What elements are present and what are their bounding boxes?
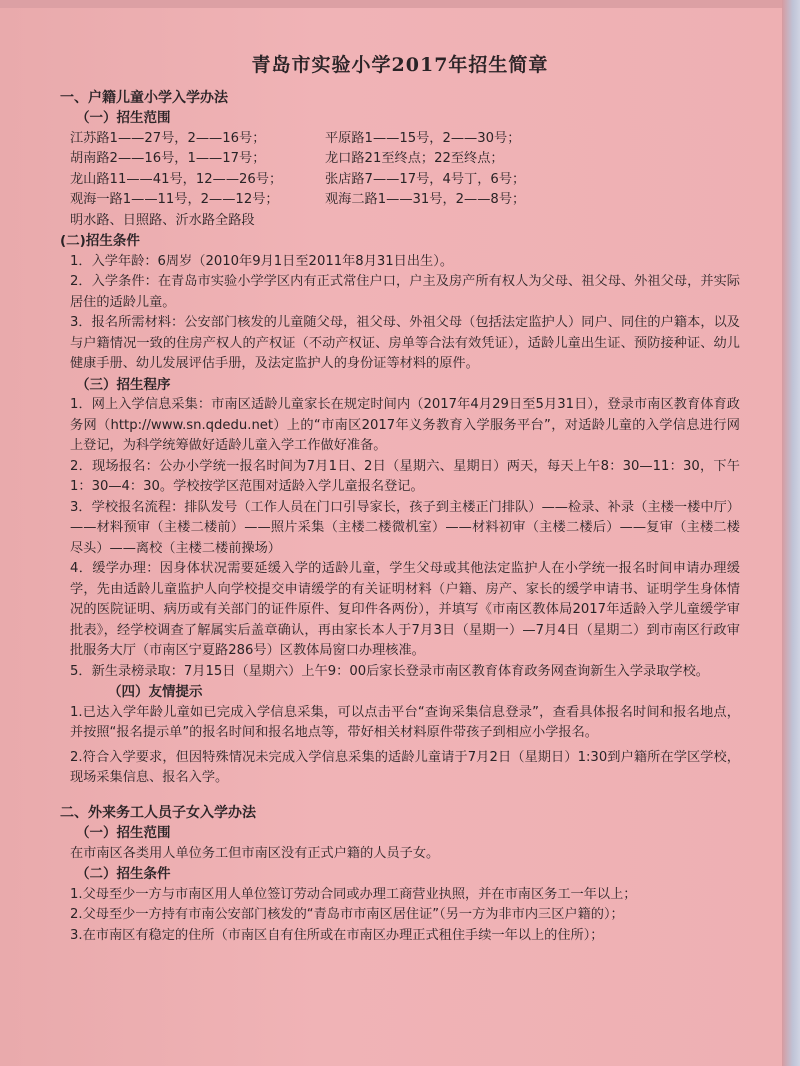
section1-sub3-heading: （三）招生程序 xyxy=(76,376,171,393)
procedure-item: 3．学校报名流程：排队发号（工作人员在门口引导家长，孩子到主楼正门排队）——检录、补录（主楼一楼中厅）——材料预审（主楼二楼前）——照片采集（主楼二楼微机室）——材料初审（主楼二楼后）——复审（主楼二楼尽头）——离校（主楼二楼前操场） xyxy=(70,499,740,556)
street-item: 江苏路1——27号，2——16号； xyxy=(70,130,266,146)
street-row xyxy=(70,149,740,170)
section1-sub1-heading: （一）招生范围 xyxy=(76,110,171,126)
street-item: 龙山路11——41号，12——26号； xyxy=(70,171,283,187)
requirement-item: 2.父母至少一方持有市南公安部门核发的“青岛市市南区居住证”（另一方为非市内三区户籍的）； xyxy=(70,907,624,922)
street-item: 明水路、日照路、沂水路全路段 xyxy=(70,212,255,228)
street-item: 观海二路1——31号，2——8号； xyxy=(325,192,526,207)
condition-item: 3．报名所需材料：公安部门核发的儿童随父母，祖父母、外祖父母（包括法定监护人）同户、同住的户籍本，以及与户籍情况一致的住房产权人的产权证（不动产权证、房单等合法有效凭证），适龄儿童出生证、预防接种证、幼儿健康手册、幼儿发展评估手册，及法定监护人的身份证等材料的原件。 xyxy=(70,315,740,371)
procedure-item: 2．现场报名：公办小学统一报名时间为7月1日、2日（星期六、星期日）两天，每天上午8：30—11：30，下午1：30—4：30。学校按学区范围对适龄入学儿童报名登记。 xyxy=(70,458,740,494)
street-item: 平原路1——15号，2——30号； xyxy=(325,130,521,146)
document-content xyxy=(60,55,740,946)
procedure-item: 4．缓学办理：因身体状况需要延缓入学的适龄儿童，学生父母或其他法定监护人在小学统一报名时间申请办理缓学，先由适龄儿童监护人向学校提交申请缓学的有关证明材料（户籍、房产、家长的缓学申请书、证明学生身体情况的医院证明、病历或有关部门的证件原件、复印件各两份），并填写《市南区教体局2017年适龄入学儿童缓学审批表》，经学校调查了解属实后盖章确认，再由家长本人于7月3日（星期一）—7月4日（星期二）到市南区行政审批服务大厅（市南区宁夏路286号）区教体局窗口办理核准。 xyxy=(70,561,740,658)
condition-item: 2．入学条件：在青岛市实验小学学区内有正式常住户口，户主及房产所有权人为父母、祖父母、外祖父母，并实际居住的适龄儿童。 xyxy=(70,274,740,310)
street-row xyxy=(70,190,740,211)
street-item: 龙口路21至终点；22至终点； xyxy=(325,151,504,166)
paper-right-edge xyxy=(782,0,800,1066)
street-row xyxy=(70,129,740,150)
requirement-item: 3.在市南区有稳定的住所（市南区自有住所或在市南区办理正式租住手续一年以上的住所）； xyxy=(70,927,604,943)
condition-item: 1．入学年龄：6周岁（2010年9月1日至2011年8月31日出生）。 xyxy=(70,253,454,269)
street-list xyxy=(70,129,740,232)
procedure-item: 5．新生录榜录取：7月15日（星期六）上午9：00后家长登录市南区教育体育政务网查询新生入学录取学校。 xyxy=(70,663,709,679)
section2-heading: 二、外来务工人员子女入学办法 xyxy=(60,804,256,821)
tip-item: 2.符合入学要求，但因特殊情况未完成入学信息采集的适龄儿童请于7月2日（星期日）1:30到户籍所在学区学校，现场采集信息、报名入学。 xyxy=(70,749,740,785)
section1-heading: 一、户籍儿童小学入学办法 xyxy=(60,89,228,106)
procedure-item: 1．网上入学信息采集：市南区适龄儿童家长在规定时间内（2017年4月29日至5月31日），登录市南区教育体育政务网（http://www.sn.qdedu.net）上的“市南区2017年义务教育入学服务平台”，对适龄儿童的入学信息进行网上登记，为科学统筹做好适龄儿童入学工作做好准备。 xyxy=(70,397,740,453)
section1-sub2-heading: (二)招生条件 xyxy=(60,233,140,249)
section1-sub4-heading: （四）友情提示 xyxy=(108,684,203,700)
tip-item: 1.已达入学年龄儿童如已完成入学信息采集，可以点击平台“查询采集信息登录”，查看具体报名时间和报名地点，并按照“报名提示单”的报名时间和报名地点等，带好相关材料原件带孩子到相应小学报名。 xyxy=(70,704,740,740)
requirement-item: 1.父母至少一方与市南区用人单位签订劳动合同或办理工商营业执照，并在市南区务工一年以上； xyxy=(70,886,637,902)
street-item: 胡南路2——16号，1——17号； xyxy=(70,151,266,166)
street-row xyxy=(70,170,740,191)
street-item: 观海一路1——11号，2——12号； xyxy=(70,192,279,207)
document-title: 青岛市实验小学2017年招生简章 xyxy=(251,54,549,76)
paper-top-edge xyxy=(0,0,800,8)
section2-sub2-heading: （二）招生条件 xyxy=(76,866,171,882)
scope-text: 在市南区各类用人单位务工但市南区没有正式户籍的人员子女。 xyxy=(70,845,440,861)
street-item: 张店路7——17号，4号丁，6号； xyxy=(325,171,526,187)
section2-sub1-heading: （一）招生范围 xyxy=(76,825,171,841)
